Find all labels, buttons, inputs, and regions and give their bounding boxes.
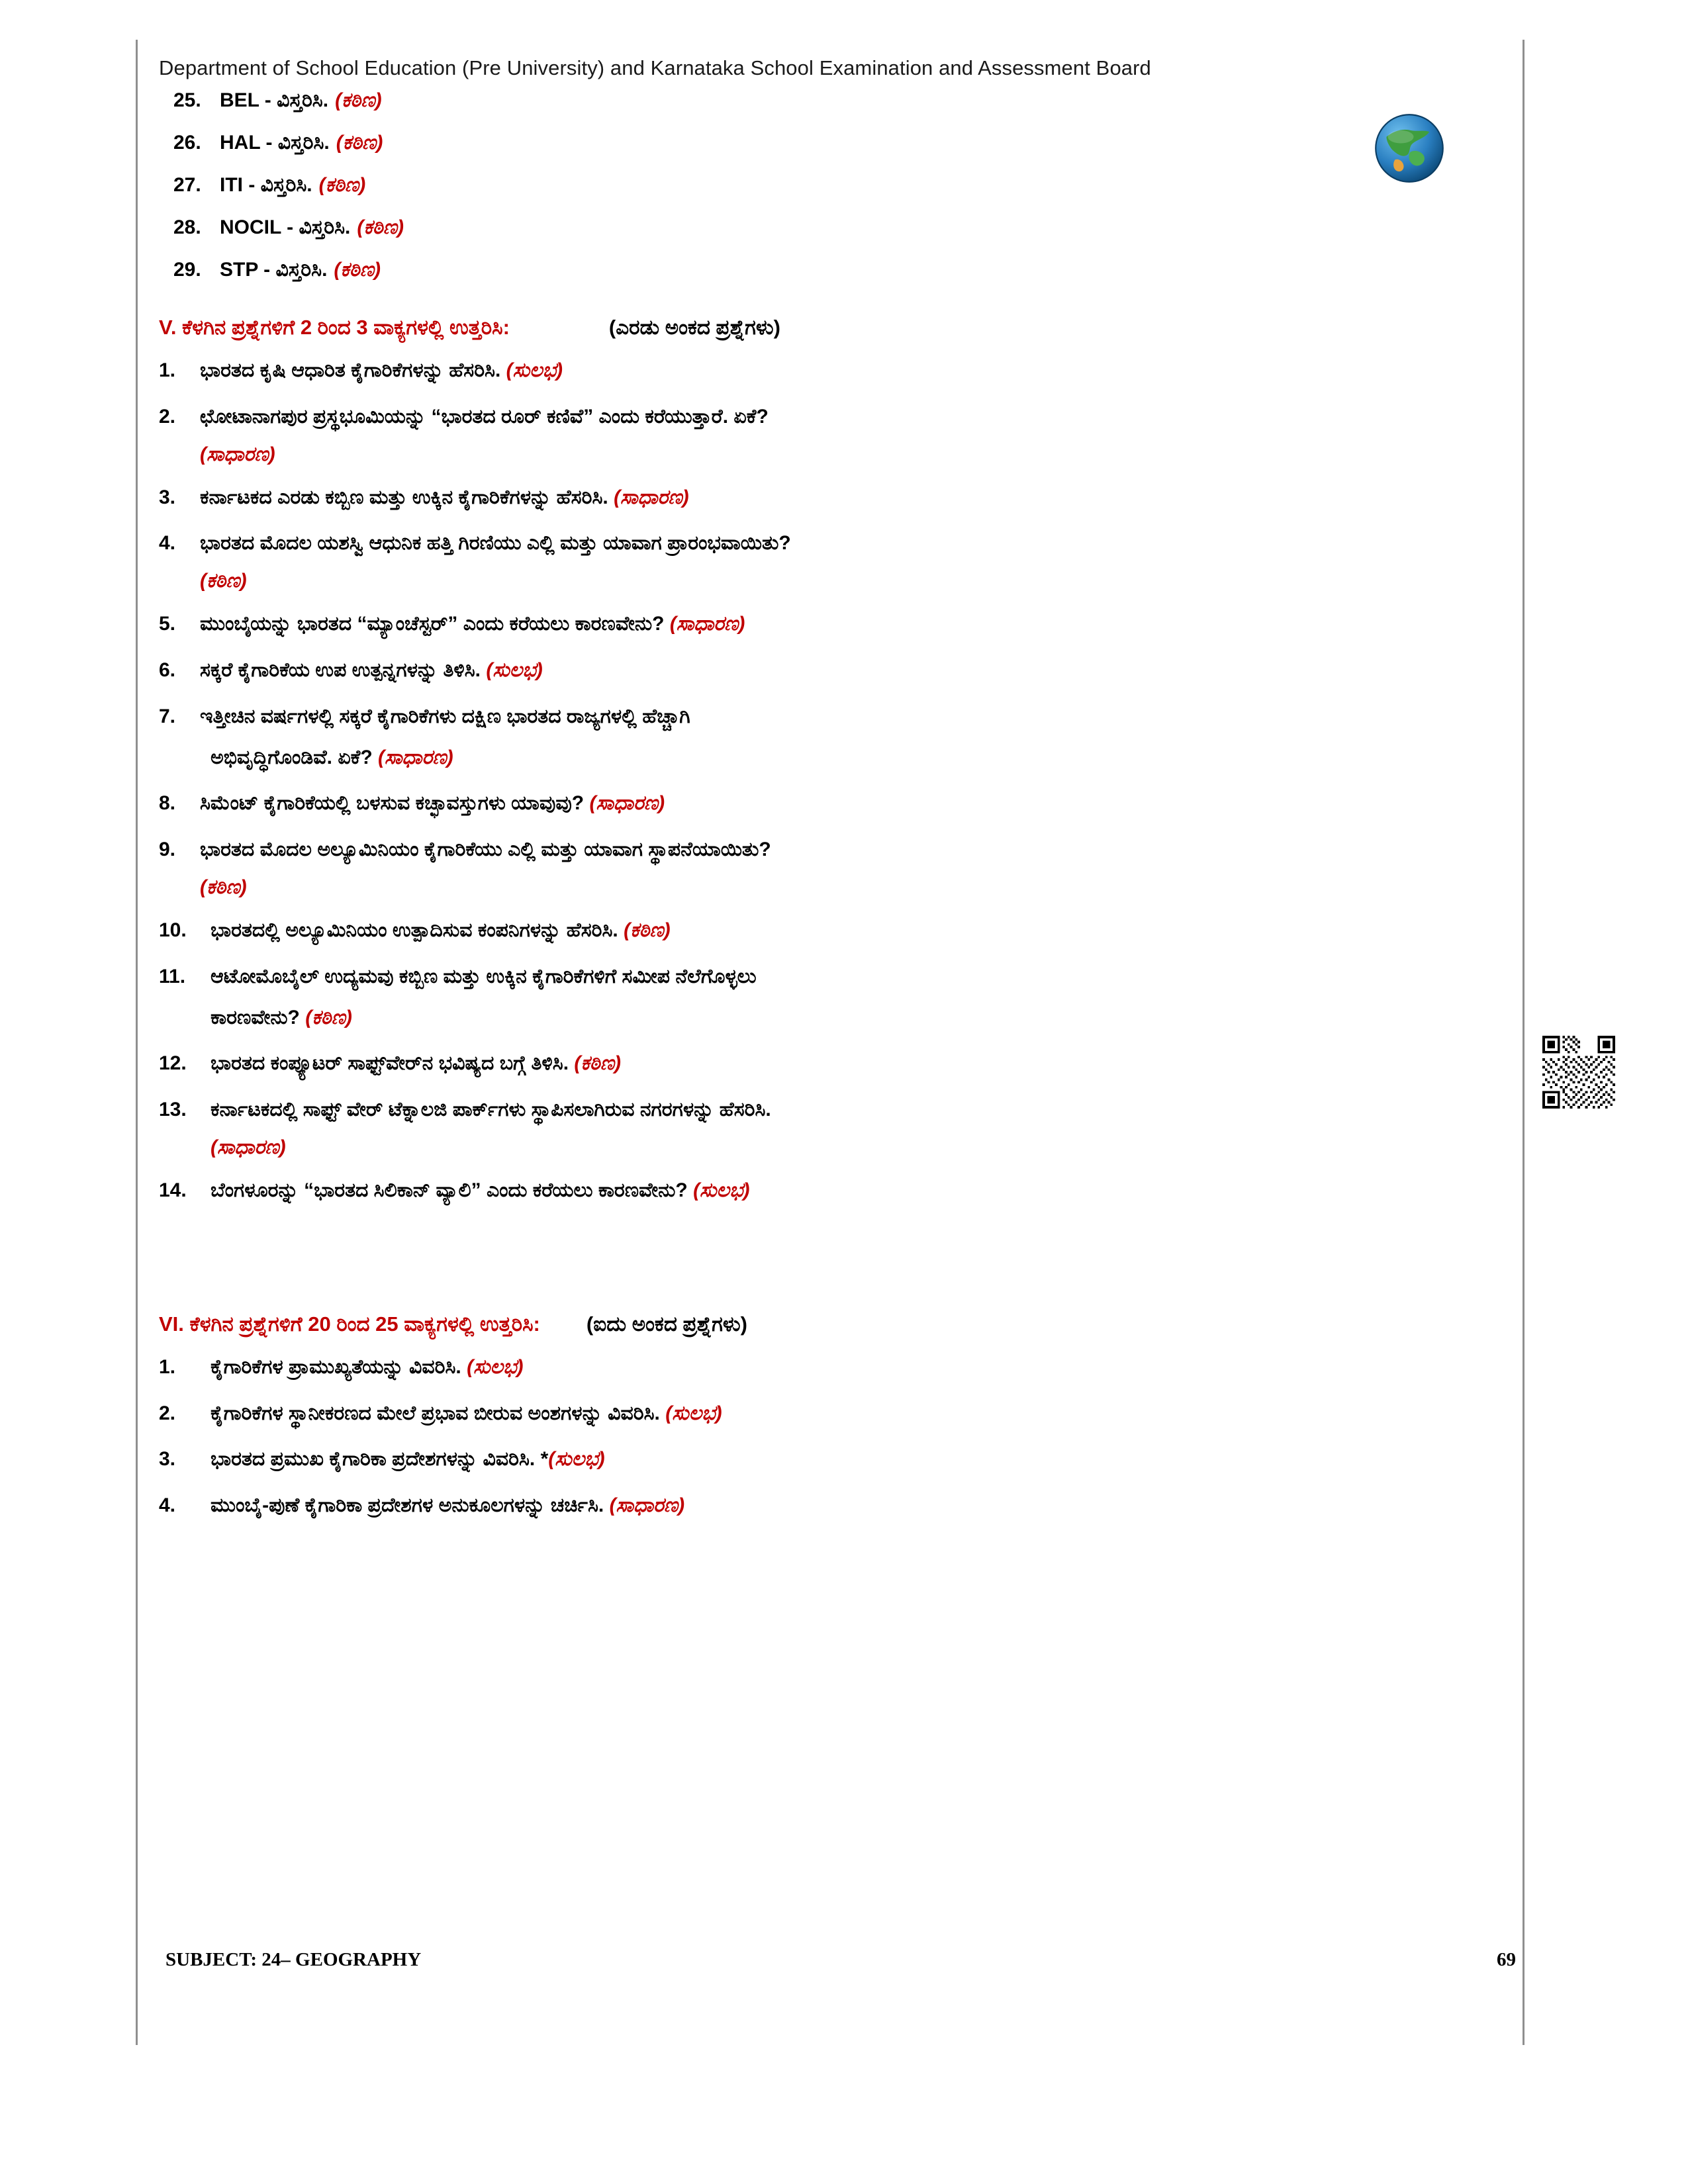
question-number: 1. <box>159 359 176 381</box>
question-number: 6. <box>159 659 176 681</box>
question-text-continued: ಅಭಿವೃದ್ಧಿಗೊಂಡಿವೆ. ಏಕೆ? (ಸಾಧಾರಣ) <box>211 746 453 768</box>
footer-page-number: 69 <box>1497 1949 1516 1970</box>
question-number: 3. <box>159 1448 176 1471</box>
question-number: 11. <box>159 965 186 987</box>
question-item <box>159 656 1503 685</box>
difficulty-tag: (ಸಾಧಾರಣ) <box>609 1494 685 1517</box>
question-item <box>159 962 1503 991</box>
list-item-number: 28. <box>173 216 201 238</box>
footer-subject: SUBJECT: 24– GEOGRAPHY <box>165 1949 422 1970</box>
question-item <box>159 835 1503 864</box>
difficulty-tag: (ಕಠಿಣ) <box>200 570 247 592</box>
page-frame-left-rule <box>136 40 138 2045</box>
difficulty-tag: (ಸಾಧಾರಣ) <box>378 746 453 768</box>
list-item-number: 29. <box>173 259 201 281</box>
difficulty-tag: (ಕಠಿಣ) <box>357 216 404 238</box>
question-number: 13. <box>159 1099 187 1121</box>
question-text: ಕರ್ನಾಟಕದಲ್ಲಿ ಸಾಫ್ಟ್ ವೇರ್ ಟೆಕ್ನಾಲಜಿ ಪಾರ್ಕ್‌ಗಳು ಸ್ಥಾಪಿಸಲಾಗಿರುವ ನಗರಗಳನ್ನು ಹೆಸರಿಸಿ. <box>211 1099 771 1121</box>
page-frame-right-rule <box>1523 40 1524 2045</box>
list-item-number: 27. <box>173 174 201 196</box>
question-text: ಭಾರತದ ಮೊದಲ ಅಲ್ಯೂಮಿನಿಯಂ ಕೈಗಾರಿಕೆಯು ಎಲ್ಲಿ ಮತ್ತು ಯಾವಾಗ ಸ್ಥಾಪನೆಯಾಯಿತು? <box>200 839 771 861</box>
question-text: ಸಿಮೆಂಟ್ ಕೈಗಾರಿಕೆಯಲ್ಲಿ ಬಳಸುವ ಕಚ್ಛಾವಸ್ತುಗಳು ಯಾವುವು? (ಸಾಧಾರಣ) <box>200 792 665 815</box>
question-number: 4. <box>159 1494 176 1517</box>
difficulty-tag: (ಕಠಿಣ) <box>318 174 366 196</box>
question-number: 2. <box>159 1402 176 1424</box>
difficulty-tag: (ಸಾಧಾರಣ) <box>211 1136 286 1158</box>
abbreviation-list <box>159 89 1503 281</box>
difficulty-tag: (ಸಾಧಾರಣ) <box>589 792 665 815</box>
section-heading-vi <box>159 1312 1503 1337</box>
question-text: ಭಾರತದ ಕೃಷಿ ಆಧಾರಿತ ಕೈಗಾರಿಕೆಗಳನ್ನು ಹೆಸರಿಸಿ. (ಸುಲಭ) <box>200 359 563 381</box>
question-item <box>159 1399 1503 1428</box>
question-item <box>159 529 1503 558</box>
question-text: ಕೈಗಾರಿಕೆಗಳ ಪ್ರಾಮುಖ್ಯತೆಯನ್ನು ವಿವರಿಸಿ. (ಸುಲಭ) <box>211 1355 524 1378</box>
question-number: 3. <box>159 486 176 508</box>
question-text: ಮುಂಬೈ-ಪುಣೆ ಕೈಗಾರಿಕಾ ಪ್ರದೇಶಗಳ ಅನುಕೂಲಗಳನ್ನು ಚರ್ಚಿಸಿ. (ಸಾಧಾರಣ) <box>211 1494 685 1517</box>
list-item <box>159 216 1503 239</box>
difficulty-tag: (ಸುಲಭ) <box>693 1179 750 1201</box>
question-text: ಬೆಂಗಳೂರನ್ನು “ಭಾರತದ ಸಿಲಿಕಾನ್ ವ್ಯಾಲಿ” ಎಂದು ಕರೆಯಲು ಕಾರಣವೇನು? (ಸುಲಭ) <box>211 1179 750 1201</box>
question-number: 14. <box>159 1179 187 1201</box>
list-item-number: 26. <box>173 132 201 154</box>
difficulty-tag: (ಸಾಧಾರಣ) <box>614 486 689 508</box>
section-heading-v <box>159 316 1503 340</box>
difficulty-tag: (ಕಠಿಣ) <box>334 259 381 281</box>
difficulty-tag: (ಸುಲಭ) <box>506 359 563 381</box>
list-item-text: ITI - ವಿಸ್ತರಿಸಿ. <box>220 174 312 196</box>
page-footer <box>165 1949 1516 1971</box>
question-item <box>159 402 1503 432</box>
difficulty-tag: (ಸುಲಭ) <box>548 1448 605 1471</box>
question-item <box>159 1176 1503 1205</box>
question-text: ಇತ್ತೀಚಿನ ವರ್ಷಗಳಲ್ಲಿ ಸಕ್ಕರೆ ಕೈಗಾರಿಕೆಗಳು ದಕ್ಷಿಣ ಭಾರತದ ರಾಜ್ಯಗಳಲ್ಲಿ ಹೆಚ್ಚಾಗಿ <box>200 705 690 727</box>
question-number: 2. <box>159 405 176 428</box>
question-number: 1. <box>159 1355 176 1378</box>
list-item <box>159 259 1503 281</box>
list-item <box>159 174 1503 197</box>
question-text: ಆಟೋಮೊಬೈಲ್ ಉದ್ಯಮವು ಕಬ್ಬಿಣ ಮತ್ತು ಉಕ್ಕಿನ ಕೈಗಾರಿಕೆಗಳಿಗೆ ಸಮೀಪ ನೆಲೆಗೊಳ್ಳಲು <box>211 965 757 987</box>
qr-code-icon <box>1542 1036 1615 1109</box>
question-text-continued: ಕಾರಣವೇನು? (ಕಠಿಣ) <box>211 1006 352 1028</box>
question-number: 9. <box>159 839 176 861</box>
section-vi-questions <box>159 1353 1503 1520</box>
list-item-text: BEL - ವಿಸ್ತರಿಸಿ. <box>220 89 329 111</box>
difficulty-tag: (ಸುಲಭ) <box>467 1355 524 1378</box>
question-text: ಭಾರತದ ಮೊದಲ ಯಶಸ್ವಿ ಆಧುನಿಕ ಹತ್ತಿ ಗಿರಣಿಯು ಎಲ್ಲಿ ಮತ್ತು ಯಾವಾಗ ಪ್ರಾರಂಭವಾಯಿತು? <box>200 532 791 555</box>
question-text: ಕೈಗಾರಿಕೆಗಳ ಸ್ಥಾನೀಕರಣದ ಮೇಲೆ ಪ್ರಭಾವ ಬೀರುವ ಅಂಶಗಳನ್ನು ವಿವರಿಸಿ. (ಸುಲಭ) <box>211 1402 722 1424</box>
difficulty-tag: (ಕಠಿಣ) <box>336 132 383 154</box>
question-text: ಭಾರತದ ಕಂಪ್ಯೂಟರ್ ಸಾಫ್ಟ್‌ವೇರ್‌ನ ಭವಿಷ್ಯದ ಬಗ್ಗೆ ತಿಳಿಸಿ. (ಕಠಿಣ) <box>211 1052 621 1075</box>
difficulty-tag: (ಕಠಿಣ) <box>574 1052 621 1075</box>
page-header: Department of School Education (Pre University) and Karnataka School Examination and Assessment Board <box>159 56 1151 79</box>
question-number: 7. <box>159 705 176 727</box>
question-item <box>159 1353 1503 1382</box>
list-item-text: HAL - ವಿಸ್ತರಿಸಿ. <box>220 132 330 154</box>
question-item <box>159 1095 1503 1124</box>
question-item <box>159 356 1503 385</box>
difficulty-tag: (ಕಠಿಣ) <box>624 919 671 941</box>
question-text: ಕರ್ನಾಟಕದ ಎರಡು ಕಬ್ಬಿಣ ಮತ್ತು ಉಕ್ಕಿನ ಕೈಗಾರಿಕೆಗಳನ್ನು ಹೆಸರಿಸಿ. (ಸಾಧಾರಣ) <box>200 486 689 508</box>
difficulty-tag: (ಕಠಿಣ) <box>335 89 382 111</box>
list-item-text: NOCIL - ವಿಸ್ತರಿಸಿ. <box>220 216 351 238</box>
section-vi-title: VI. ಕೆಳಗಿನ ಪ್ರಶ್ನೆಗಳಿಗೆ 20 ರಿಂದ 25 ವಾಕ್ಯಗಳಲ್ಲಿ ಉತ್ತರಿಸಿ: <box>159 1312 540 1336</box>
section-v-marks: (ಎರಡು ಅಂಕದ ಪ್ರಶ್ನೆಗಳು) <box>608 316 780 339</box>
page-content <box>159 56 1503 1537</box>
list-item-text: STP - ವಿಸ್ತರಿಸಿ. <box>220 259 328 281</box>
question-item <box>159 1491 1503 1520</box>
question-item <box>159 916 1503 945</box>
question-text: ಸಕ್ಕರೆ ಕೈಗಾರಿಕೆಯ ಉಪ ಉತ್ಪನ್ನಗಳನ್ನು ತಿಳಿಸಿ. (ಸುಲಭ) <box>200 659 543 681</box>
difficulty-tag: (ಸುಲಭ) <box>486 659 543 681</box>
difficulty-tag: (ಕಠಿಣ) <box>305 1006 352 1028</box>
question-text: ಮುಂಬೈಯನ್ನು ಭಾರತದ “ಮ್ಯಾಂಚೆಸ್ಟರ್” ಎಂದು ಕರೆಯಲು ಕಾರಣವೇನು? (ಸಾಧಾರಣ) <box>200 613 745 635</box>
question-item <box>159 610 1503 639</box>
difficulty-tag: (ಕಠಿಣ) <box>200 876 247 898</box>
question-text: ಛೋಟಾನಾಗಪುರ ಪ್ರಸ್ಥಭೂಮಿಯನ್ನು “ಭಾರತದ ರೂರ್ ಕಣಿವೆ” ಎಂದು ಕರೆಯುತ್ತಾರೆ. ಏಕೆ? <box>200 405 769 428</box>
question-text: ಭಾರತದ ಪ್ರಮುಖ ಕೈಗಾರಿಕಾ ಪ್ರದೇಶಗಳನ್ನು ವಿವರಿಸಿ. *(ಸುಲಭ) <box>211 1448 605 1471</box>
section-v-title: V. ಕೆಳಗಿನ ಪ್ರಶ್ನೆಗಳಿಗೆ 2 ರಿಂದ 3 ವಾಕ್ಯಗಳಲ್ಲಿ ಉತ್ತರಿಸಿ: <box>159 316 510 339</box>
question-number: 5. <box>159 613 176 635</box>
difficulty-tag: (ಸಾಧಾರಣ) <box>200 443 275 465</box>
difficulty-tag: (ಸುಲಭ) <box>665 1402 722 1424</box>
question-item <box>159 702 1503 731</box>
question-item <box>159 1049 1503 1078</box>
section-v-questions <box>159 356 1503 1205</box>
section-vi-marks: (ಐದು ಅಂಕದ ಪ್ರಶ್ನೆಗಳು) <box>586 1312 747 1336</box>
question-item <box>159 789 1503 818</box>
difficulty-tag: (ಸಾಧಾರಣ) <box>669 613 745 635</box>
list-item-number: 25. <box>173 89 201 111</box>
question-number: 10. <box>159 919 187 941</box>
list-item <box>159 89 1503 112</box>
list-item <box>159 132 1503 154</box>
question-number: 4. <box>159 532 176 555</box>
question-number: 12. <box>159 1052 187 1075</box>
question-item <box>159 1445 1503 1474</box>
question-text: ಭಾರತದಲ್ಲಿ ಅಲ್ಯೂಮಿನಿಯಂ ಉತ್ಪಾದಿಸುವ ಕಂಪನಿಗಳನ್ನು ಹೆಸರಿಸಿ. (ಕಠಿಣ) <box>211 919 671 941</box>
question-number: 8. <box>159 792 176 815</box>
question-item <box>159 483 1503 512</box>
